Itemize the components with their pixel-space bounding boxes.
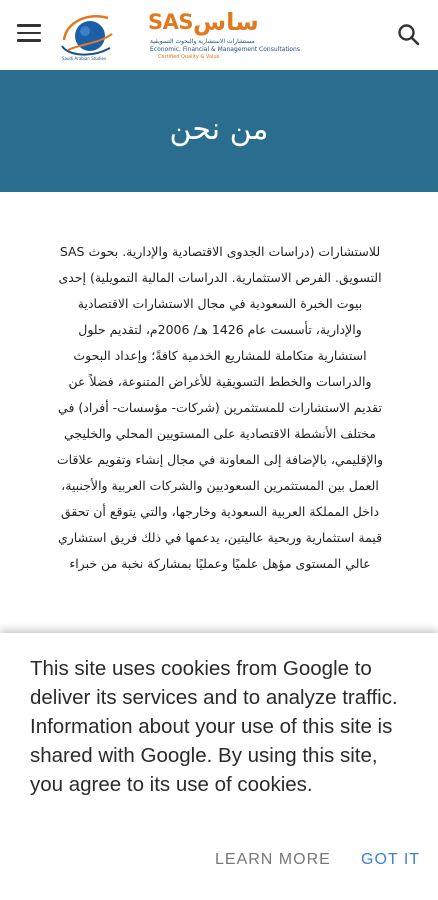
article-line: استشارية متكاملة للمشاريع الخدمية كافةً؛ وإعداد البحوث (73, 348, 367, 363)
article-line: والدراسات والخطط التسويقية للأغراض المتنوعة، فضلاً عن (68, 374, 372, 389)
search-icon[interactable] (396, 22, 422, 48)
article-line: تقديم الاستشارات للمستثمرين (شركات- مؤسسات- أفراد) في (58, 400, 382, 415)
logo-slogan: Certified Quality & Value (158, 54, 220, 60)
logo-globe-caption: Saudi Arabian Studies (62, 56, 107, 61)
about-article (28, 239, 412, 577)
logo-latin-text: SAS (148, 10, 194, 34)
learn-more-button[interactable]: LEARN MORE (215, 851, 331, 868)
article-line: مختلف الأنشطة الاقتصادية على المستويين المحلي والخليجي (64, 426, 376, 441)
globe-logo-icon (58, 10, 114, 60)
article-line: عالي المستوى مؤهل علميًا وعمليًا بمشاركة نخبة من خبراء (69, 556, 371, 571)
top-app-bar (0, 0, 438, 71)
page-title-banner (0, 70, 438, 192)
article-line: قيمة استثمارية وربحية عاليتين، يدعمها في ذلك فريق استشاري (57, 530, 383, 545)
logo-tagline-english: Economic, Financial & Management Consultations (150, 46, 300, 53)
logo-tagline-arabic: مستشارات الاستشارية والبحوث التسويقية (150, 38, 255, 45)
article-line: والإدارية، تأسست عام 1426 هـ/ 2006م، لتقديم حلول (78, 322, 362, 337)
cookie-consent-banner (0, 633, 438, 900)
article-line: بيوت الخبرة السعودية في مجال الاستشارات الاقتصادية (77, 296, 363, 311)
article-line: داخل المملكة العربية السعودية وخارجها، والتي يتوقع أن تحقق (60, 504, 380, 519)
cookie-message: This site uses cookies from Google to deliver its services and to analyze traffic. Information about your use of this site is shared with Google. By using this site, you agree to its use of cookies. (30, 657, 398, 796)
article-line: التسويق. الفرص الاستثمارية. الدراسات المالية التمويلية) إحدى (58, 270, 382, 285)
hamburger-menu-icon[interactable] (17, 24, 41, 44)
site-logo[interactable] (58, 8, 300, 62)
article-line: والإقليمي، بالإضافة إلى المعاونة في مجال إنشاء وتقويم علاقات (56, 452, 384, 467)
main-content (0, 192, 438, 632)
article-line: للاستشارات (دراسات الجدوى الاقتصادية والإدارية. بحوث SAS (59, 244, 381, 259)
logo-arabic-text: ساس (193, 8, 259, 36)
page-title: من نحن (169, 111, 269, 147)
article-line: العمل بين المستثمرين السعوديين والشركات العربية والأجنبية، (61, 478, 379, 493)
got-it-button[interactable]: GOT IT (361, 851, 421, 868)
